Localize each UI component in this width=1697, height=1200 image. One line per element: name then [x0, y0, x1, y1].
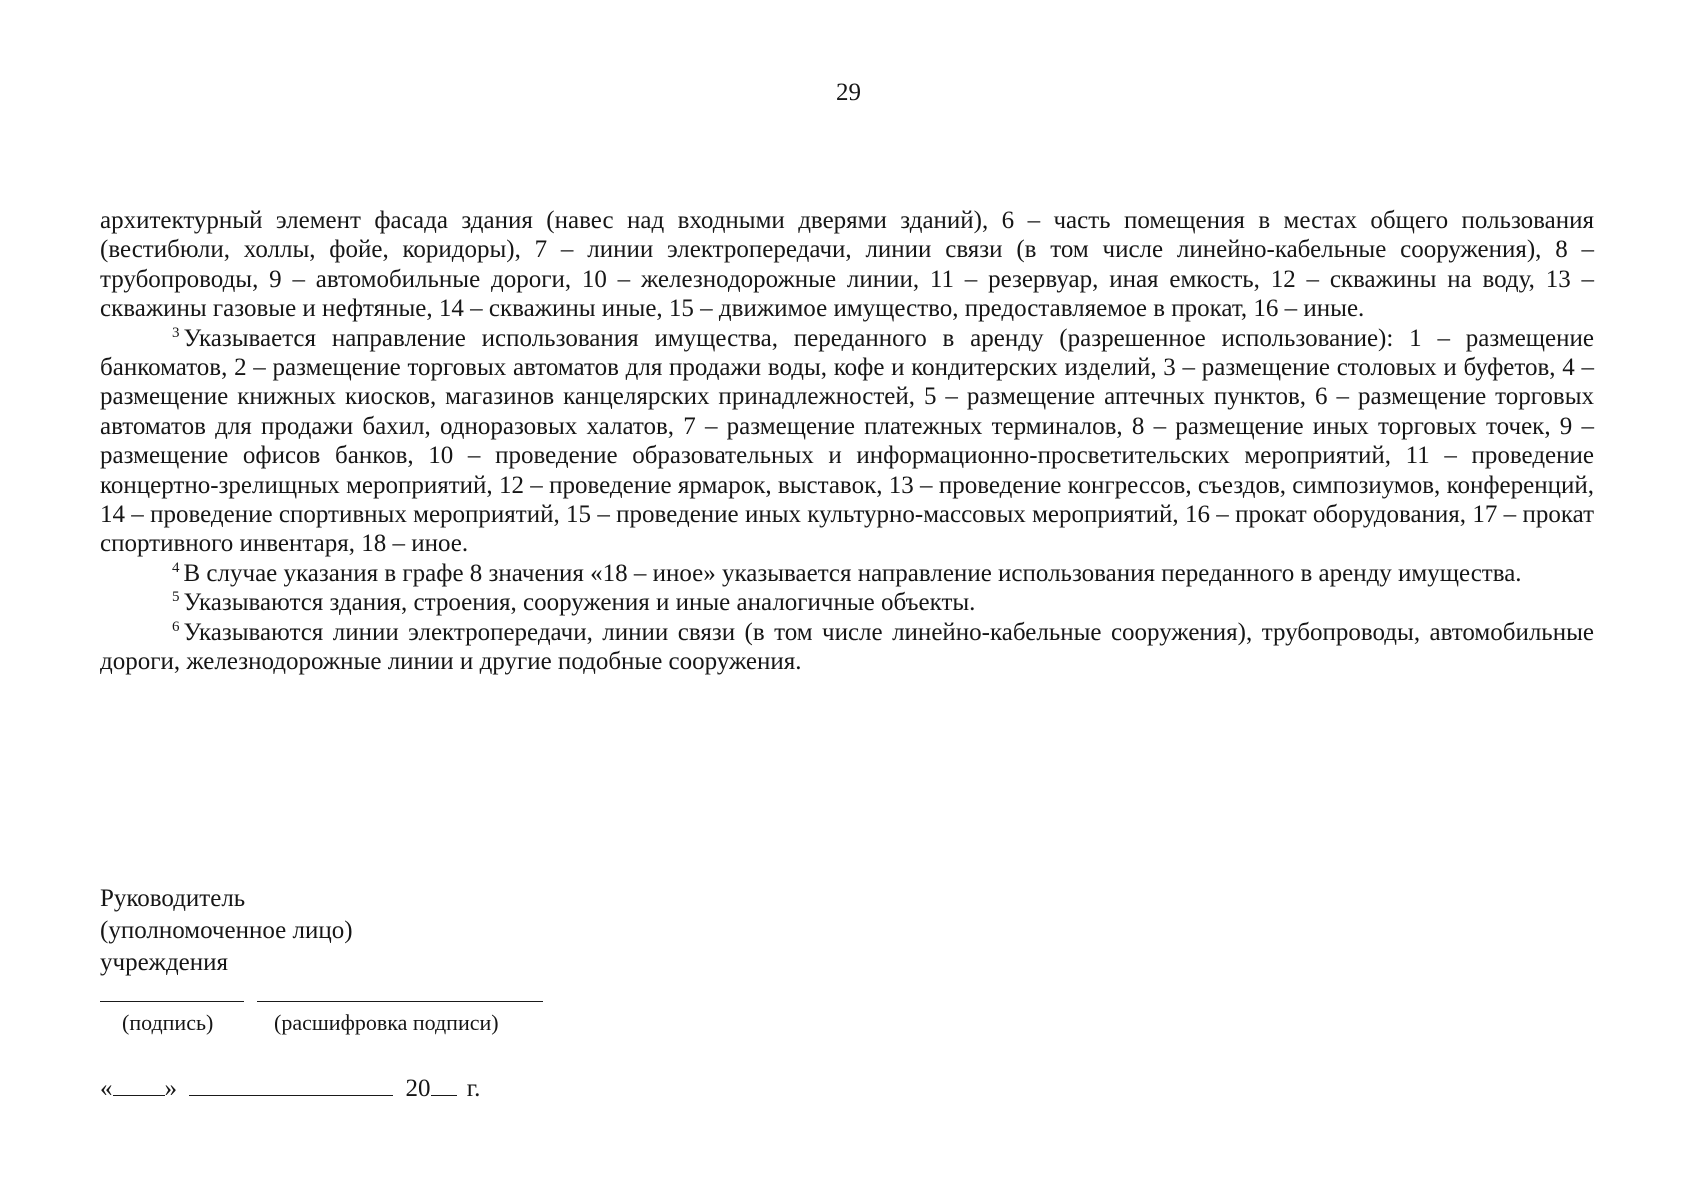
footnote-4-text: В случае указания в графе 8 значения «18 – иное» указывается направление использования переданного в аренду имущества.	[183, 559, 1522, 587]
footnote-4-mark: 4	[172, 559, 180, 576]
date-close-quote: »	[164, 1075, 177, 1102]
footnote-5-text: Указываются здания, строения, сооружения и иные аналогичные объекты.	[183, 589, 976, 617]
date-line	[100, 1073, 480, 1104]
page-number: 29	[836, 79, 861, 106]
signature-decryption-caption: (расшифровка подписи)	[274, 1010, 499, 1035]
footnote-3-mark: 3	[172, 324, 180, 341]
signature-line	[100, 1001, 244, 1002]
day-blank	[113, 1073, 165, 1096]
month-blank	[189, 1073, 393, 1096]
year-prefix: 20	[405, 1075, 431, 1102]
footnote-3	[100, 324, 1594, 559]
date-open-quote: «	[100, 1075, 113, 1102]
footnote-2-continuation: архитектурный элемент фасада здания (навес над входными дверями зданий), 6 – часть помещения в местах общего пользования (вестибюли, холлы, фойе, коридоры), 7 – линии электропередачи, линии связи (в том числе линейно-кабельные сооружения), 8 – трубопроводы, 9 – автомобильные дороги, 10 – железнодорожные линии, 11 – резервуар, иная емкость, 12 – скважины на воду, 13 – скважины газовые и нефтяные, 14 – скважины иные, 15 – движимое имущество, предоставляемое в прокат, 16 – иные.	[100, 207, 1594, 323]
footnote-6	[100, 618, 1594, 677]
footnotes-section	[100, 206, 1594, 677]
footnote-6-text: Указываются линии электропередачи, линии связи (в том числе линейно-кабельные сооружения), трубопроводы, автомобильные дороги, железнодорожные линии и другие подобные сооружения.	[100, 618, 1594, 676]
footnote-6-mark: 6	[172, 618, 180, 635]
signature-caption: (подпись)	[122, 1010, 214, 1035]
footnote-5-mark: 5	[172, 589, 180, 606]
footnote-4	[100, 559, 1594, 588]
signature-decryption-line	[257, 1001, 543, 1002]
footnote-5	[100, 588, 1594, 617]
signatory-title	[100, 883, 353, 979]
year-blank	[431, 1073, 457, 1096]
signatory-title-line-1: Руководитель	[100, 885, 246, 912]
signatory-title-line-2: (уполномоченное лицо)	[100, 917, 353, 944]
footnote-3-text: Указывается направление использования имущества, переданного в аренду (разрешенное использование): 1 – размещение банкоматов, 2 – размещение торговых автоматов для продажи воды, кофе и кондитерских изделий, 3 – размещение столовых и буфетов, 4 – размещение книжных киосков, магазинов канцелярских принадлежностей, 5 – размещение аптечных пунктов, 6 – размещение торговых автоматов для продажи бахил, одноразовых халатов, 7 – размещение платежных терминалов, 8 – размещение иных торговых точек, 9 – размещение офисов банков, 10 – проведение образовательных и информационно-просветительских мероприятий, 11 – проведение концертно-зрелищных мероприятий, 12 – проведение ярмарок, выставок, 13 – проведение конгрессов, съездов, симпозиумов, конференций, 14 – проведение спортивных мероприятий, 15 – проведение иных культурно-массовых мероприятий, 16 – прокат оборудования, 17 – прокат спортивного инвентаря, 18 – иное.	[100, 324, 1594, 558]
signatory-title-line-3: учреждения	[100, 949, 229, 976]
year-suffix: г.	[466, 1075, 481, 1102]
